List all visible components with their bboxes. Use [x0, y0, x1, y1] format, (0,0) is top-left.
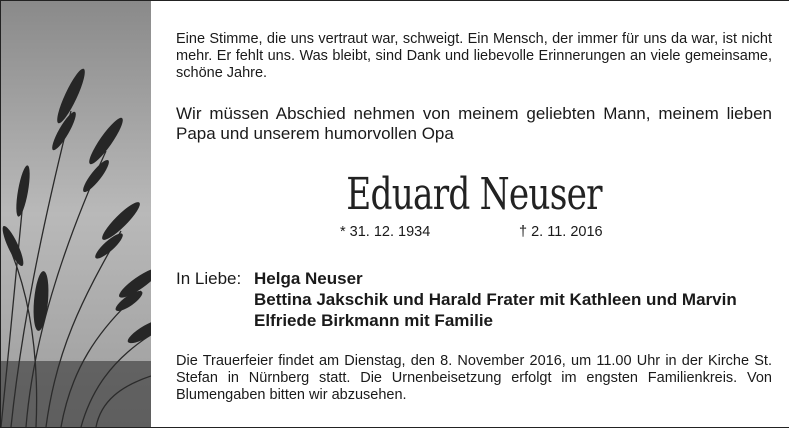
farewell-text: Wir müssen Abschied nehmen von meinem geliebten Mann, meinem lieben Papa und unserem humorvollen Opa	[176, 104, 772, 143]
mourners-section	[176, 268, 772, 331]
birth-date: * 31. 12. 1934	[340, 224, 431, 240]
notice-text	[176, 31, 772, 404]
mourners-list	[254, 268, 737, 331]
mourner-line: Bettina Jakschik und Harald Frater mit Kathleen und Marvin	[254, 290, 737, 309]
mourner-line: Elfriede Birkmann mit Familie	[254, 311, 494, 330]
grass-reed-photo	[1, 1, 151, 427]
in-love-label: In Liebe:	[176, 269, 242, 288]
mourner-line: Helga Neuser	[254, 269, 363, 288]
intro-text: Eine Stimme, die uns vertraut war, schweigt. Ein Mensch, der immer für uns da war, ist nicht mehr. Er fehlt uns. Was bleibt, sind Dank und liebevolle Erinnerungen an viele gemeinsame, schöne Jahre.	[176, 31, 772, 81]
death-date: † 2. 11. 2016	[519, 224, 603, 240]
funeral-info: Die Trauerfeier findet am Dienstag, den 8. November 2016, um 11.00 Uhr in der Kirche St. Stefan in Nürnberg statt. Die Urnenbeisetzung erfolgt im engsten Familienkreis. Von Blumengaben bitten wir abzusehen.	[176, 353, 772, 403]
life-dates	[176, 224, 772, 244]
deceased-name: Eduard Neuser	[346, 169, 602, 220]
